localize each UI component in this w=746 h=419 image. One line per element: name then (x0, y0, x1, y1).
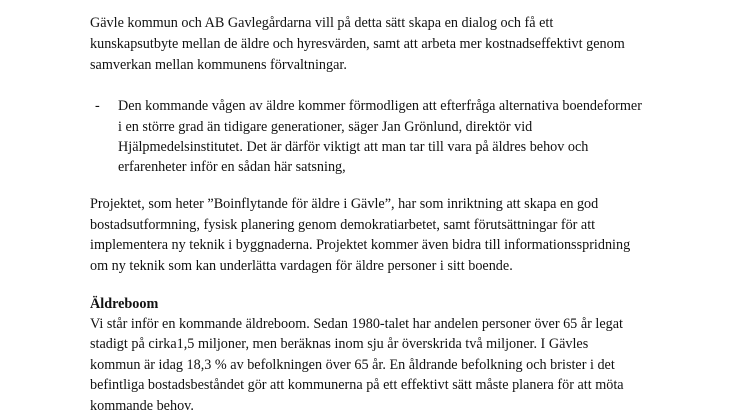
project-line: Projektet, som heter ”Boinflytande för äldre i Gävle”, har som inriktning att skapa en god (90, 196, 599, 212)
section-line: Vi står inför en kommande äldreboom. Sedan 1980-talet har andelen personer över 65 år legat (90, 316, 623, 332)
project-line: om ny teknik som kan underlätta vardagen för äldre personer i sitt boende. (90, 258, 513, 274)
bullet-line: Den kommande vågen av äldre kommer förmodligen att efterfråga alternativa boendeformer (118, 98, 642, 114)
bullet-marker: - (95, 98, 100, 114)
bullet-line: i en större grad än tidigare generationer, säger Jan Grönlund, direktör vid (118, 119, 533, 135)
intro-line: kunskapsutbyte mellan de äldre och hyresvärden, samt att arbeta mer kostnadseffektivt genom (90, 36, 625, 52)
section-line: befintliga bostadsbeståndet gör att kommunerna på ett effektivt sätt måste planera för att möta (90, 377, 624, 393)
intro-line: samverkan mellan kommunens förvaltningar. (90, 57, 347, 73)
project-line: bostadsutformning, fysisk planering genom demokratiarbetet, samt förutsättningar för att (90, 217, 596, 233)
project-line: implementera ny teknik i byggnaderna. Projektet kommer även bidra till informationsspridning (90, 237, 631, 253)
section-line: stadigt på cirka1,5 miljoner, men beräknas inom sju år överskrida två miljoner. I Gävles (90, 336, 589, 352)
intro-line: Gävle kommun och AB Gavlegårdarna vill på detta sätt skapa en dialog och få ett (90, 15, 554, 31)
bullet-line: Hjälpmedelsinstitutet. Det är därför viktigt att man tar till vara på äldres behov och (118, 139, 589, 155)
section-heading: Äldreboom (90, 296, 159, 312)
bullet-line: erfarenheter inför en sådan här satsning, (118, 159, 346, 175)
section-line: kommande behov. (90, 398, 194, 414)
section-line: kommun är idag 18,3 % av befolkningen över 65 år. En åldrande befolkning och brister i det (90, 357, 615, 373)
